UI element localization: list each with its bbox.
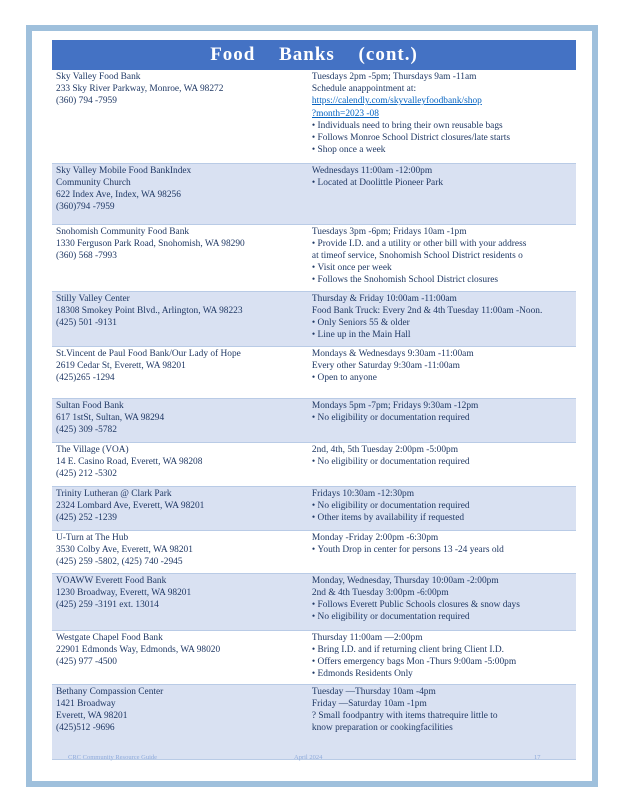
food-bank-info bbox=[52, 291, 308, 346]
hours-line: Tuesdays 3pm -6pm; Fridays 10am -1pm bbox=[311, 226, 467, 237]
food-bank-name: Trinity Lutheran @ Clark Park bbox=[56, 488, 172, 499]
food-bank-detail: (425) 977 -4500 bbox=[56, 656, 117, 667]
food-bank-detail: (360) 794 -7959 bbox=[56, 96, 117, 107]
requirement-item: • Youth Drop in center for persons 13 -24 years old bbox=[312, 544, 573, 556]
hours-line: know preparation or cookingfacilities bbox=[311, 723, 453, 734]
food-bank-table bbox=[52, 70, 576, 760]
food-bank-info bbox=[52, 630, 308, 684]
hours-line: Mondays 5pm -7pm; Fridays 9:30am -12pm bbox=[311, 400, 479, 411]
food-bank-row bbox=[52, 684, 576, 759]
hours-line: Monday -Friday 2:00pm -6:30pm bbox=[311, 532, 439, 543]
food-bank-detail: 622 Index Ave, Index, WA 98256 bbox=[56, 189, 181, 200]
food-bank-name: Sky Valley Food Bank bbox=[56, 72, 141, 82]
food-bank-row bbox=[52, 442, 576, 486]
hours-line: Thursday & Friday 10:00am -11:00am bbox=[311, 293, 457, 304]
food-bank-detail: 3530 Colby Ave, Everett, WA 98201 bbox=[56, 544, 193, 555]
food-bank-info bbox=[52, 684, 308, 759]
food-bank-detail: (425) 252 -1239 bbox=[56, 512, 117, 523]
hours-line: Schedule anappointment at: bbox=[311, 84, 417, 95]
food-bank-name: St.Vincent de Paul Food Bank/Our Lady of Hope bbox=[56, 348, 241, 359]
requirement-item: • Follows the Snohomish School District closures bbox=[312, 274, 573, 286]
food-bank-row bbox=[52, 398, 576, 442]
food-bank-info bbox=[52, 486, 308, 530]
food-bank-name: Stilly Valley Center bbox=[56, 293, 130, 304]
food-bank-detail: 1230 Broadway, Everett, WA 98201 bbox=[56, 587, 192, 598]
hours-line: Fridays 10:30am -12:30pm bbox=[311, 488, 414, 499]
food-bank-hours bbox=[308, 224, 576, 291]
food-bank-hours bbox=[308, 163, 576, 224]
food-bank-info bbox=[52, 224, 308, 291]
requirement-item: • No eligibility or documentation required bbox=[312, 500, 573, 512]
food-bank-info bbox=[52, 573, 308, 630]
food-bank-row bbox=[52, 163, 576, 224]
requirement-item: • Provide I.D. and a utility or other bill with your address bbox=[312, 238, 573, 250]
food-bank-detail: 233 Sky River Parkway, Monroe, WA 98272 bbox=[56, 84, 224, 95]
requirement-item: • Edmonds Residents Only bbox=[312, 668, 573, 680]
requirement-item: • No eligibility or documentation required bbox=[312, 456, 573, 468]
requirement-item: • Individuals need to bring their own reusable bags bbox=[312, 120, 573, 132]
food-bank-detail: (425) 259 -5802, (425) 740 -2945 bbox=[56, 556, 183, 567]
food-bank-detail: (425) 212 -5302 bbox=[56, 468, 117, 479]
food-bank-detail: 617 1stSt, Sultan, WA 98294 bbox=[56, 412, 165, 423]
food-bank-row bbox=[52, 70, 576, 163]
food-bank-detail: (360)794 -7959 bbox=[56, 202, 115, 213]
hours-line: Tuesday —Thursday 10am -4pm bbox=[311, 686, 436, 697]
food-bank-detail: 1421 Broadway bbox=[56, 698, 116, 709]
requirement-item: • Located at Doolittle Pioneer Park bbox=[312, 177, 573, 189]
footer-page-number: 17 bbox=[534, 754, 541, 761]
food-bank-detail: 14 E. Casino Road, Everett, WA 98208 bbox=[56, 456, 203, 467]
food-bank-name: Snohomish Community Food Bank bbox=[56, 226, 190, 237]
food-bank-info bbox=[52, 163, 308, 224]
food-bank-row bbox=[52, 224, 576, 291]
requirement-item: • Other items by availability if requested bbox=[312, 512, 573, 524]
requirement-item: • Visit once per week bbox=[312, 262, 573, 274]
food-bank-row bbox=[52, 291, 576, 346]
food-bank-detail: (425)512 -9696 bbox=[56, 723, 115, 734]
requirement-item: • Follows Monroe School District closures/late starts bbox=[312, 132, 573, 144]
hours-line: Wednesdays 11:00am -12:00pm bbox=[311, 165, 433, 176]
food-bank-detail: 18308 Smokey Point Blvd., Arlington, WA 98223 bbox=[56, 305, 243, 316]
food-bank-hours bbox=[308, 291, 576, 346]
page-title: Food Banks (cont.) bbox=[52, 40, 576, 70]
page-footer bbox=[68, 754, 548, 766]
food-bank-hours bbox=[308, 684, 576, 759]
food-bank-info bbox=[52, 442, 308, 486]
requirement-item: • Offers emergency bags Mon -Thurs 9:00am -5:00pm bbox=[312, 656, 573, 668]
requirement-item: • Open to anyone bbox=[312, 372, 573, 384]
requirement-item: • No eligibility or documentation required bbox=[312, 611, 573, 623]
food-bank-name: Bethany Compassion Center bbox=[56, 686, 164, 697]
footer-date: April 2024 bbox=[294, 754, 323, 761]
requirement-item: • Only Seniors 55 & older bbox=[312, 317, 573, 329]
food-bank-detail: 2619 Cedar St, Everett, WA 98201 bbox=[56, 360, 186, 371]
food-bank-name: Sky Valley Mobile Food BankIndex bbox=[56, 165, 192, 176]
requirement-item: • Line up in the Main Hall bbox=[312, 329, 573, 341]
food-bank-detail: Community Church bbox=[56, 177, 131, 188]
food-bank-hours bbox=[308, 573, 576, 630]
food-bank-row bbox=[52, 573, 576, 630]
food-bank-info bbox=[52, 70, 308, 163]
hours-line: Food Bank Truck: Every 2nd & 4th Tuesday 11:00am -Noon. bbox=[311, 305, 543, 316]
food-bank-name: The Village (VOA) bbox=[56, 444, 129, 455]
food-bank-hours bbox=[308, 630, 576, 684]
hours-line: 2nd & 4th Tuesday 3:00pm -6:00pm bbox=[311, 587, 449, 598]
food-bank-detail: 1330 Ferguson Park Road, Snohomish, WA 98290 bbox=[56, 238, 245, 249]
food-bank-name: Westgate Chapel Food Bank bbox=[56, 632, 163, 643]
food-bank-name: U-Turn at The Hub bbox=[56, 532, 129, 543]
food-bank-name: Sultan Food Bank bbox=[56, 400, 124, 411]
food-bank-detail: (425) 309 -5782 bbox=[56, 424, 117, 435]
requirement-item: • Bring I.D. and if returning client bring Client I.D. bbox=[312, 644, 573, 656]
food-bank-detail: 2324 Lombard Ave, Everett, WA 98201 bbox=[56, 500, 205, 511]
food-bank-hours bbox=[308, 530, 576, 573]
hours-line: 2nd, 4th, 5th Tuesday 2:00pm -5:00pm bbox=[311, 444, 459, 455]
food-bank-hours bbox=[308, 398, 576, 442]
food-bank-hours bbox=[308, 346, 576, 398]
hours-line: Monday, Wednesday, Thursday 10:00am -2:00pm bbox=[311, 575, 499, 586]
food-bank-row bbox=[52, 530, 576, 573]
food-bank-detail: (425) 501 -9131 bbox=[56, 317, 117, 328]
hours-line: Every other Saturday 9:30am -11:00am bbox=[311, 360, 460, 371]
food-bank-detail: (425) 259 -3191 ext. 13014 bbox=[56, 599, 159, 610]
hours-line: Friday —Saturday 10am -1pm bbox=[311, 698, 427, 709]
scheduling-link[interactable]: https://calendly.com/skyvalleyfoodbank/shop bbox=[311, 96, 482, 107]
food-bank-detail: (425)265 -1294 bbox=[56, 372, 115, 383]
food-bank-row bbox=[52, 346, 576, 398]
food-bank-info bbox=[52, 346, 308, 398]
food-bank-detail: Everett, WA 98201 bbox=[56, 710, 128, 721]
food-bank-hours bbox=[308, 486, 576, 530]
food-bank-detail: 22901 Edmonds Way, Edmonds, WA 98020 bbox=[56, 644, 221, 655]
hours-line: Mondays & Wednesdays 9:30am -11:00am bbox=[311, 348, 474, 359]
food-bank-info bbox=[52, 530, 308, 573]
hours-line: ? Small foodpantry with items thatrequire little to bbox=[311, 710, 498, 721]
food-bank-hours bbox=[308, 442, 576, 486]
food-bank-row bbox=[52, 630, 576, 684]
requirement-item: • No eligibility or documentation required bbox=[312, 412, 573, 424]
footer-guide-name: CRC Community Resource Guide bbox=[68, 754, 158, 761]
food-bank-row bbox=[52, 486, 576, 530]
hours-line: Tuesdays 2pm -5pm; Thursdays 9am -11am bbox=[311, 72, 477, 82]
hours-line: at timeof service, Snohomish School District residents o bbox=[311, 250, 523, 261]
food-bank-detail: (360) 568 -7993 bbox=[56, 250, 117, 261]
food-bank-info bbox=[52, 398, 308, 442]
requirement-item: • Follows Everett Public Schools closures & snow days bbox=[312, 599, 573, 611]
hours-line: Thursday 11:00am —2:00pm bbox=[311, 632, 423, 643]
scheduling-link[interactable]: ?month=2023 -08 bbox=[311, 108, 379, 119]
food-bank-hours bbox=[308, 70, 576, 163]
food-bank-name: VOAWW Everett Food Bank bbox=[56, 575, 167, 586]
requirement-item: • Shop once a week bbox=[312, 144, 573, 156]
